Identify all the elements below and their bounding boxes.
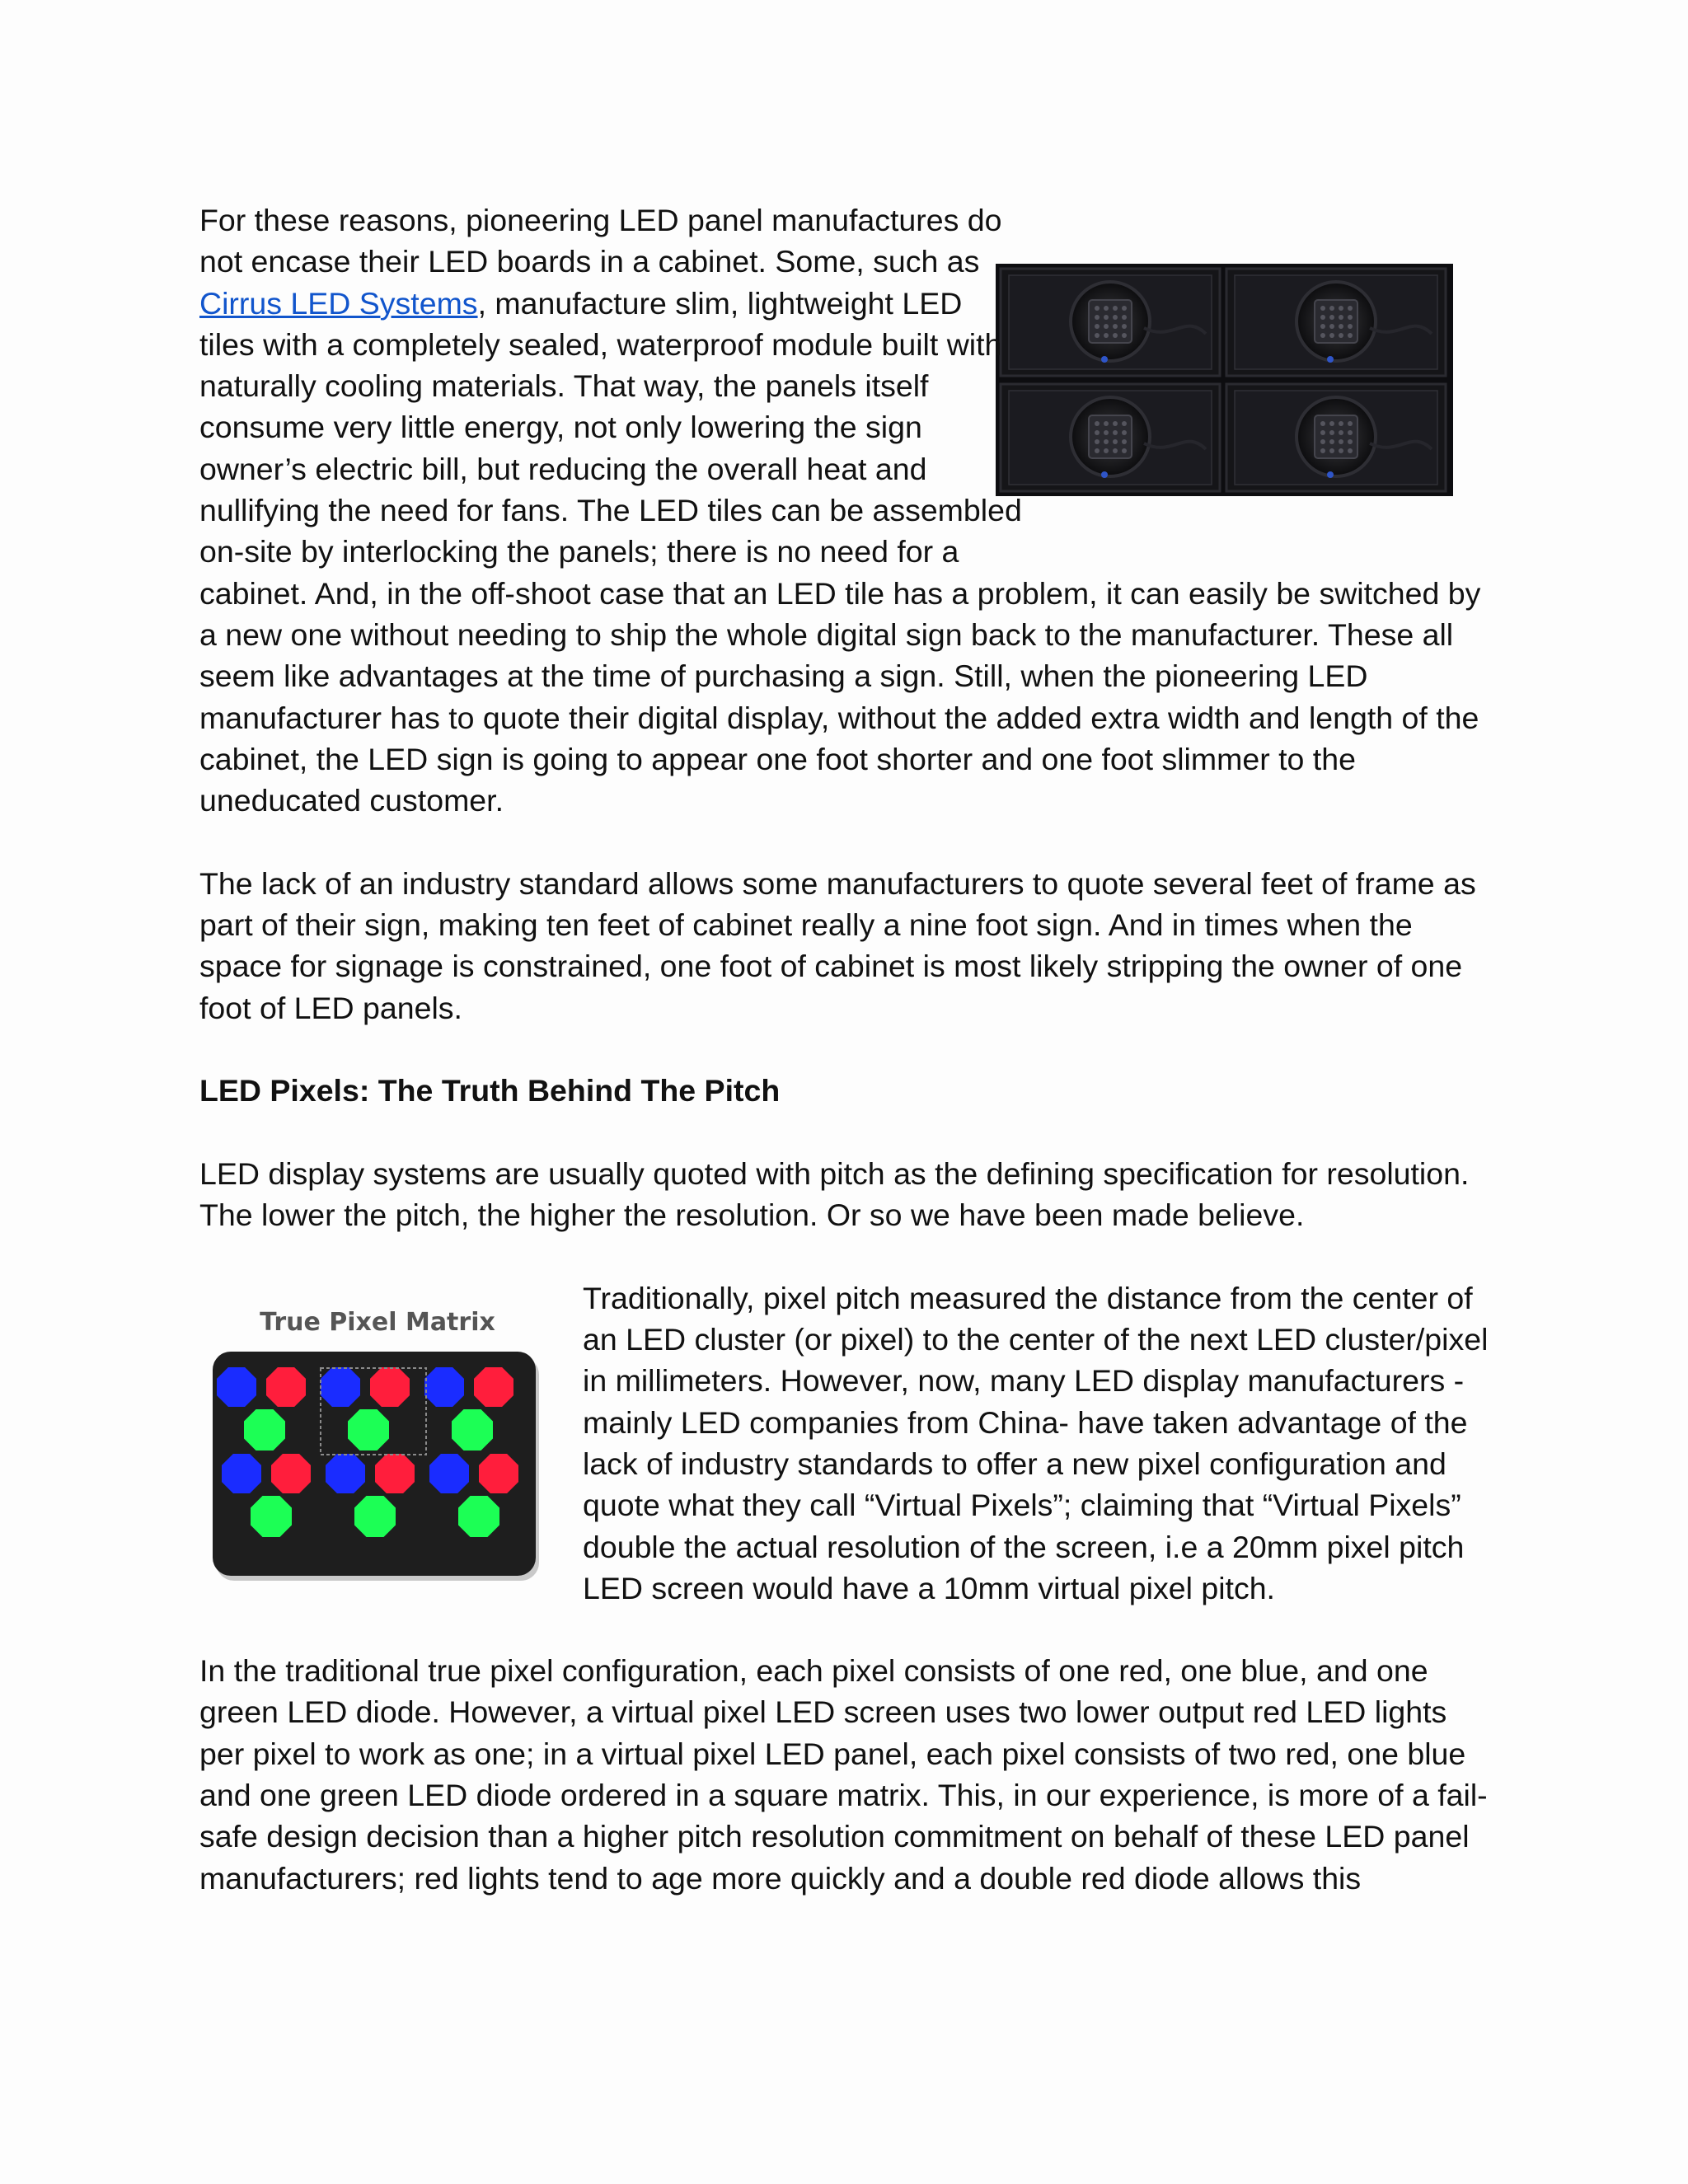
paragraph-2: The lack of an industry standard allows some manufacturers to quote several feet of frame as part of their sign, making ten feet of cabinet really a nine foot sign. And in times when the space for signage is constrained, one foot of cabinet is most likely stripping the owner of one foot of LED panels. xyxy=(199,865,1476,1025)
image-spacer xyxy=(1024,199,1510,546)
section-heading: LED Pixels: The Truth Behind The Pitch xyxy=(199,1073,781,1108)
matrix-title: True Pixel Matrix xyxy=(260,1308,495,1337)
paragraph-5: In the traditional true pixel configuration, each pixel consists of one red, one blue, and one green LED diode. However, a virtual pixel LED screen uses two lower output red LED lights per pixel to work as one; in a virtual pixel LED panel, each pixel consists of two red, one blue and one green LED diode ordered in a square matrix. This, in our experience, is more of a fail-safe design decision than a higher pitch resolution commitment on behalf of these LED panel manufacturers; red lights tend to age more quickly and a double red diode allows this xyxy=(199,1653,1488,1896)
paragraph-3: LED display systems are usually quoted with pitch as the defining specification for resolution. The lower the pitch, the higher the resolution. Or so we have been made believe. xyxy=(199,1155,1470,1233)
matrix-spacer xyxy=(199,1277,583,1648)
body-text xyxy=(199,199,1493,1899)
paragraph-1: For these reasons, pioneering LED panel manufactures do not encase their LED boards in a cabinet. Some, such as Cirrus LED Systems, manufacture slim, lightweight LED tiles with a completely sealed, waterproof module built with naturally cooling materials. That way, the panels itself consume very little energy, not only lowering the sign owner’s electric bill, but reducing the overall heat and nullifying the need for fans. The LED tiles can be assembled on-site by interlocking the panels; there is no need for a cabinet. And, in the off-shoot case that an LED tile has a problem, it can easily be switched by a new one without needing to ship the whole digital sign back to the manufacturer. These all seem like advantages at the time of purchasing a sign. Still, when the pioneering LED manufacturer has to quote their digital display, without the added extra width and length of the cabinet, the LED sign is going to appear one foot shorter and one foot slimmer to the uneducated customer. xyxy=(199,203,1481,818)
cirrus-led-systems-link[interactable]: Cirrus LED Systems xyxy=(199,285,478,321)
paragraph-4: Traditionally, pixel pitch measured the distance from the center of an LED cluster (or pixel) to the center of the next LED cluster/pixel in millimeters. However, now, many LED display manufacturers -mainly LED companies from China- have taken advantage of the lack of industry standards to offer a new pixel configuration and quote what they call “Virtual Pixels”; claiming that “Virtual Pixels” double the actual resolution of the screen, i.e a 20mm pixel pitch LED screen would have a 10mm virtual pixel pitch. xyxy=(583,1280,1489,1605)
